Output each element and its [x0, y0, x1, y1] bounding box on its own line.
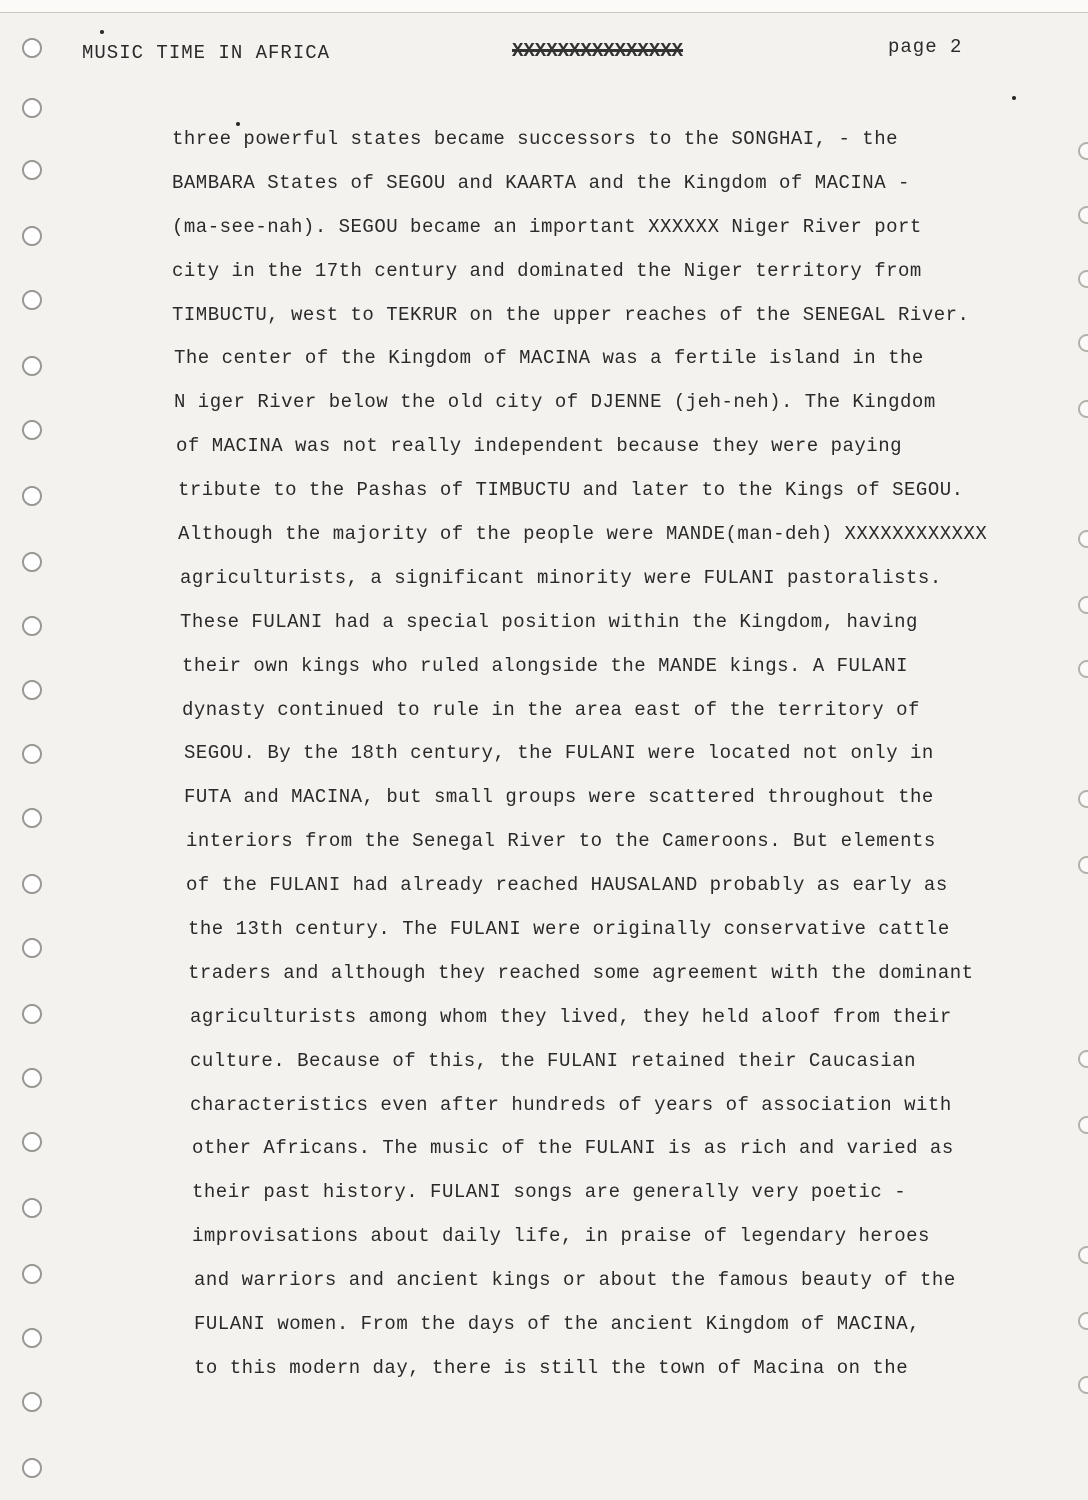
body-line: characteristics even after hundreds of years of association with: [190, 1093, 952, 1116]
punch-hole-icon: [1078, 790, 1088, 808]
body-line: agriculturists among whom they lived, they held aloof from their: [190, 1005, 952, 1028]
body-line: Although the majority of the people were MANDE(man-deh) XXXXXXXXXXXX: [178, 523, 988, 546]
punch-hole-icon: [1078, 660, 1088, 678]
punch-hole-icon: [1078, 1246, 1088, 1264]
punch-hole-icon: [22, 552, 42, 572]
punch-hole-icon: [1078, 334, 1088, 352]
body-line: improvisations about daily life, in praise of legendary heroes: [192, 1225, 930, 1248]
body-line: tribute to the Pashas of TIMBUCTU and later to the Kings of SEGOU.: [178, 479, 964, 502]
punch-hole-icon: [22, 420, 42, 440]
body-line: traders and although they reached some agreement with the dominant: [188, 961, 974, 984]
body-line: the 13th century. The FULANI were originally conservative cattle: [188, 918, 950, 941]
body-line: city in the 17th century and dominated the Niger territory from: [172, 259, 922, 282]
punch-hole-icon: [22, 744, 42, 764]
ink-speck: [1012, 96, 1016, 100]
punch-hole-icon: [22, 1132, 42, 1152]
body-line: (ma-see-nah). SEGOU became an important XXXXXX Niger River port: [172, 215, 922, 238]
punch-hole-icon: [22, 1392, 42, 1412]
punch-hole-icon: [1078, 1050, 1088, 1068]
ink-speck: [100, 30, 104, 34]
body-line: TIMBUCTU, west to TEKRUR on the upper reaches of the SENEGAL River.: [172, 303, 970, 326]
punch-hole-icon: [22, 1004, 42, 1024]
body-line: and warriors and ancient kings or about the famous beauty of the: [194, 1269, 956, 1292]
body-line: their past history. FULANI songs are generally very poetic -: [192, 1181, 907, 1204]
body-line: interiors from the Senegal River to the Cameroons. But elements: [186, 830, 936, 853]
body-line: FUTA and MACINA, but small groups were scattered throughout the: [184, 786, 934, 809]
punch-hole-icon: [22, 290, 42, 310]
punch-hole-icon: [22, 1068, 42, 1088]
body-line: dynasty continued to rule in the area east of the territory of: [182, 698, 920, 721]
page-number: page 2: [888, 36, 963, 58]
struck-out-text: XXXXXXXXXXXXXXX: [512, 40, 684, 62]
body-line: SEGOU. By the 18th century, the FULANI were located not only in: [184, 742, 934, 765]
punch-hole-icon: [22, 874, 42, 894]
punch-hole-icon: [1078, 530, 1088, 548]
body-line: of MACINA was not really independent because they were paying: [176, 435, 903, 458]
body-line: culture. Because of this, the FULANI retained their Caucasian: [190, 1049, 917, 1072]
punch-hole-icon: [22, 356, 42, 376]
punch-hole-icon: [1078, 400, 1088, 418]
body-line: FULANI women. From the days of the ancient Kingdom of MACINA,: [194, 1313, 921, 1336]
punch-hole-icon: [22, 616, 42, 636]
punch-hole-icon: [22, 1458, 42, 1478]
left-punch-holes: [22, 0, 52, 1500]
punch-hole-icon: [22, 938, 42, 958]
page-header: [82, 36, 982, 70]
punch-hole-icon: [22, 38, 42, 58]
body-line: BAMBARA States of SEGOU and KAARTA and the Kingdom of MACINA -: [172, 171, 910, 194]
body-line: agriculturists, a significant minority were FULANI pastoralists.: [180, 566, 942, 589]
body-line: to this modern day, there is still the town of Macina on the: [194, 1356, 909, 1379]
body-line: other Africans. The music of the FULANI is as rich and varied as: [192, 1137, 954, 1160]
punch-hole-icon: [1078, 142, 1088, 160]
punch-hole-icon: [22, 808, 42, 828]
punch-hole-icon: [1078, 206, 1088, 224]
document-body: [172, 118, 1052, 1391]
punch-hole-icon: [22, 98, 42, 118]
punch-hole-icon: [22, 1198, 42, 1218]
punch-hole-icon: [1078, 270, 1088, 288]
body-line: The center of the Kingdom of MACINA was a fertile island in the: [174, 347, 924, 370]
body-line: N iger River below the old city of DJENNE (jeh-neh). The Kingdom: [174, 391, 936, 414]
right-edge-holes: [1058, 0, 1088, 1500]
body-line: their own kings who ruled alongside the MANDE kings. A FULANI: [182, 654, 909, 677]
punch-hole-icon: [22, 1328, 42, 1348]
punch-hole-icon: [1078, 1312, 1088, 1330]
punch-hole-icon: [22, 226, 42, 246]
punch-hole-icon: [22, 160, 42, 180]
paper-top-edge: [0, 0, 1088, 13]
punch-hole-icon: [1078, 1376, 1088, 1394]
punch-hole-icon: [1078, 1116, 1088, 1134]
document-title: MUSIC TIME IN AFRICA: [82, 42, 331, 64]
punch-hole-icon: [1078, 856, 1088, 874]
punch-hole-icon: [22, 680, 42, 700]
punch-hole-icon: [22, 1264, 42, 1284]
body-line: three powerful states became successors to the SONGHAI, - the: [172, 128, 899, 150]
body-line: These FULANI had a special position within the Kingdom, having: [180, 610, 918, 633]
punch-hole-icon: [22, 486, 42, 506]
body-line: of the FULANI had already reached HAUSALAND probably as early as: [186, 874, 948, 897]
punch-hole-icon: [1078, 596, 1088, 614]
